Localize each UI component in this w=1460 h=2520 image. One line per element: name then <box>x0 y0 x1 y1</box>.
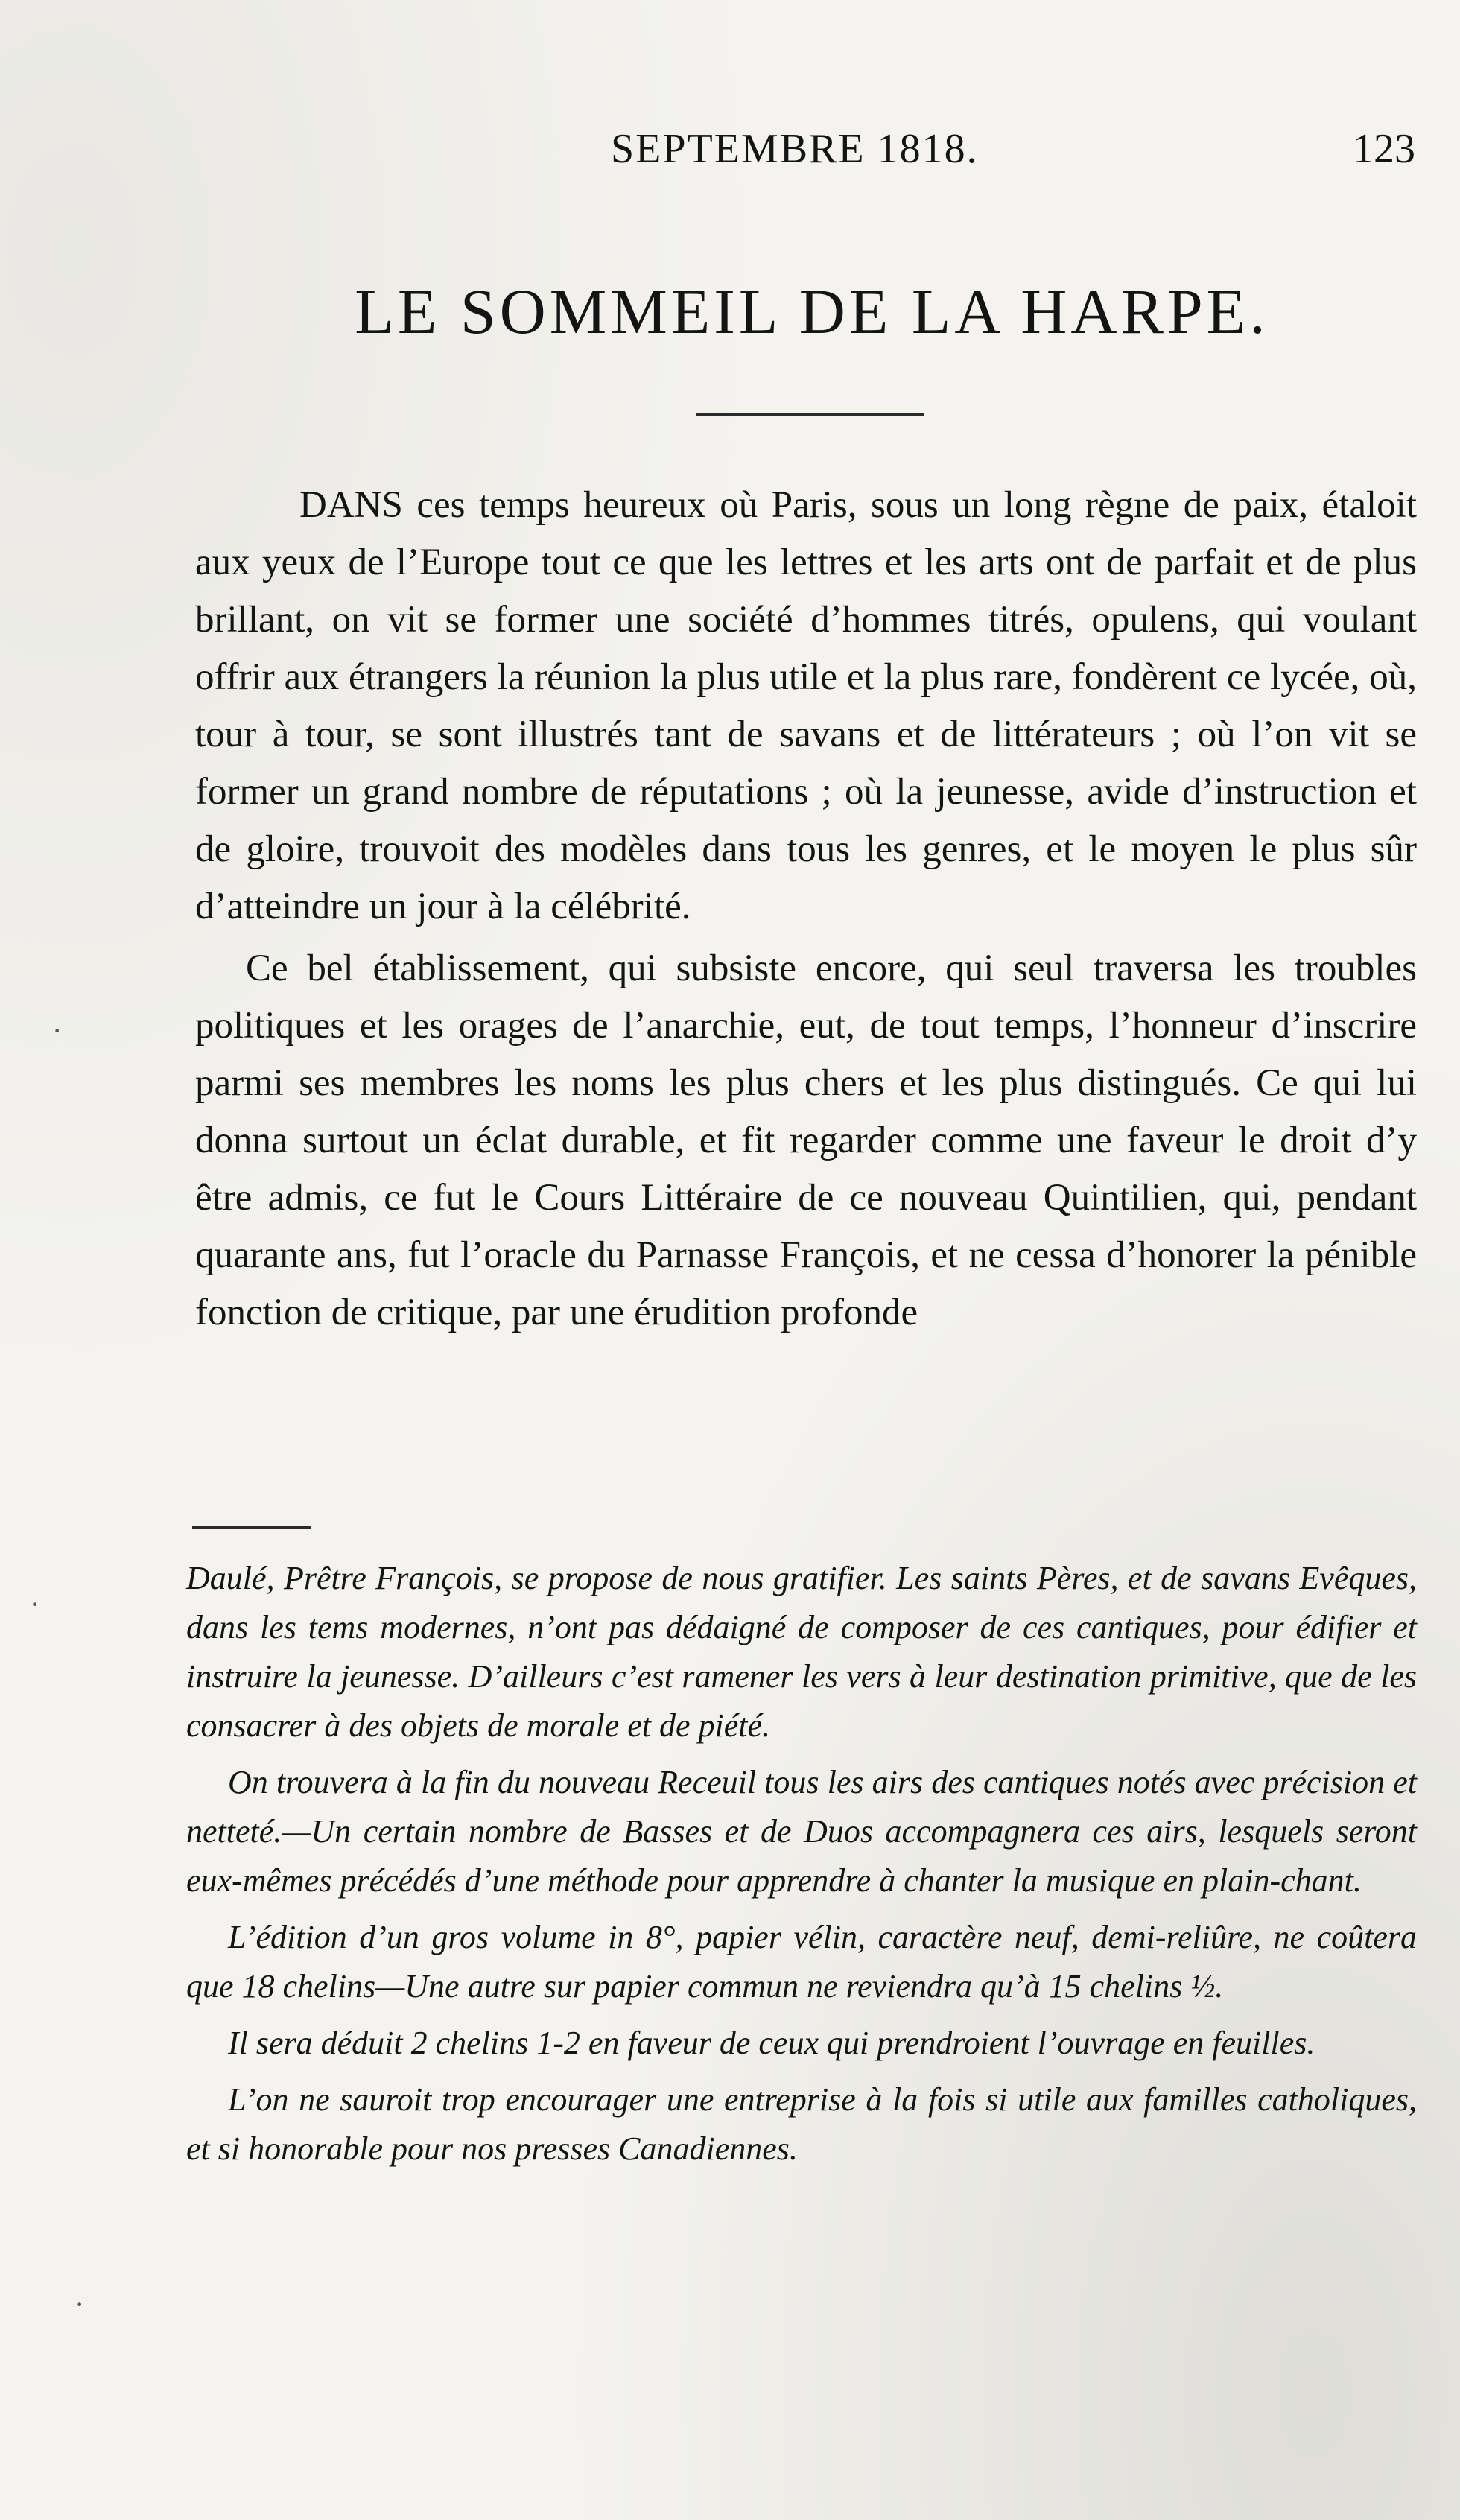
footnote-paragraph: Il sera déduit 2 chelins 1-2 en faveur de ceux qui prendroient l’ouvrage en feuilles. <box>228 2025 1315 2061</box>
margin-ink-mark: · <box>74 2288 85 2321</box>
footnote-paragraph: On trouvera à la fin du nouveau Receuil tous les airs des cantiques notés avec précision et netteté.—Un certain nombre de Basses et de Duos accompagnera ces airs, lesquels seront eux-mêmes précédés d’une méthode pour apprendre à chanter la musique en plain-chant. <box>186 1764 1417 1899</box>
running-title: SEPTEMBRE 1818. <box>611 126 979 172</box>
article-title: LE SOMMEIL DE LA HARPE. <box>355 276 1269 347</box>
margin-ink-mark: · <box>52 1014 63 1047</box>
title-rule <box>696 413 924 416</box>
body-paragraph: DANS ces temps heureux où Paris, sous un long règne de paix, étaloit aux yeux de l’Europe tout ce que les lettres et les arts ont de parfait et de plus brillant, on vit se former une société d’hommes titrés, opulens, qui voulant offrir aux étrangers la réunion la plus utile et la plus rare, fondèrent ce lycée, où, tour à tour, se sont illustrés tant de savans et de littérateurs ; où l’on vit se former un grand nombre de réputations ; où la jeunesse, avide d’instruction et de gloire, trouvoit des modèles dans tous les genres, et le moyen le plus sûr d’atteindre un jour à la célébrité. <box>195 484 1417 927</box>
page-number: 123 <box>1353 126 1415 172</box>
margin-ink-mark: · <box>30 1587 40 1621</box>
body-paragraph: Ce bel établissement, qui subsiste encore, qui seul traversa les troubles politiques et les orages de l’anarchie, eut, de tout temps, l’honneur d’inscrire parmi ses membres les noms les plus chers et les plus distingués. Ce qui lui donna surtout un éclat durable, et fit regarder comme une faveur le droit d’y être admis, ce fut le Cours Littéraire de ce nouveau Quintilien, qui, pendant quarante ans, fut l’oracle du Parnasse François, et ne cessa d’honorer la pénible fonction de critique, par une érudition profonde <box>195 948 1417 1333</box>
footnote-paragraph: Daulé, Prêtre François, se propose de nous gratifier. Les saints Pères, et de savans Evêques, dans les tems modernes, n’ont pas dédaigné de composer de ces cantiques, pour édifier et instruire la jeunesse. D’ailleurs c’est ramener les vers à leur destination primitive, que de les consacrer à des objets de morale et de piété. <box>186 1560 1417 1744</box>
article-body <box>195 477 1417 1346</box>
footnotes <box>186 1554 1417 2181</box>
footnote-paragraph: L’édition d’un gros volume in 8°, papier vélin, caractère neuf, demi-reliûre, ne coûtera que 18 chelins—Une autre sur papier commun ne reviendra qu’à 15 chelins ½. <box>186 1919 1417 2005</box>
running-head <box>186 125 1438 177</box>
footnote-paragraph: L’on ne sauroit trop encourager une entreprise à la fois si utile aux familles catholiques, et si honorable pour nos presses Canadiennes. <box>186 2081 1417 2167</box>
footnote-rule <box>192 1526 311 1529</box>
